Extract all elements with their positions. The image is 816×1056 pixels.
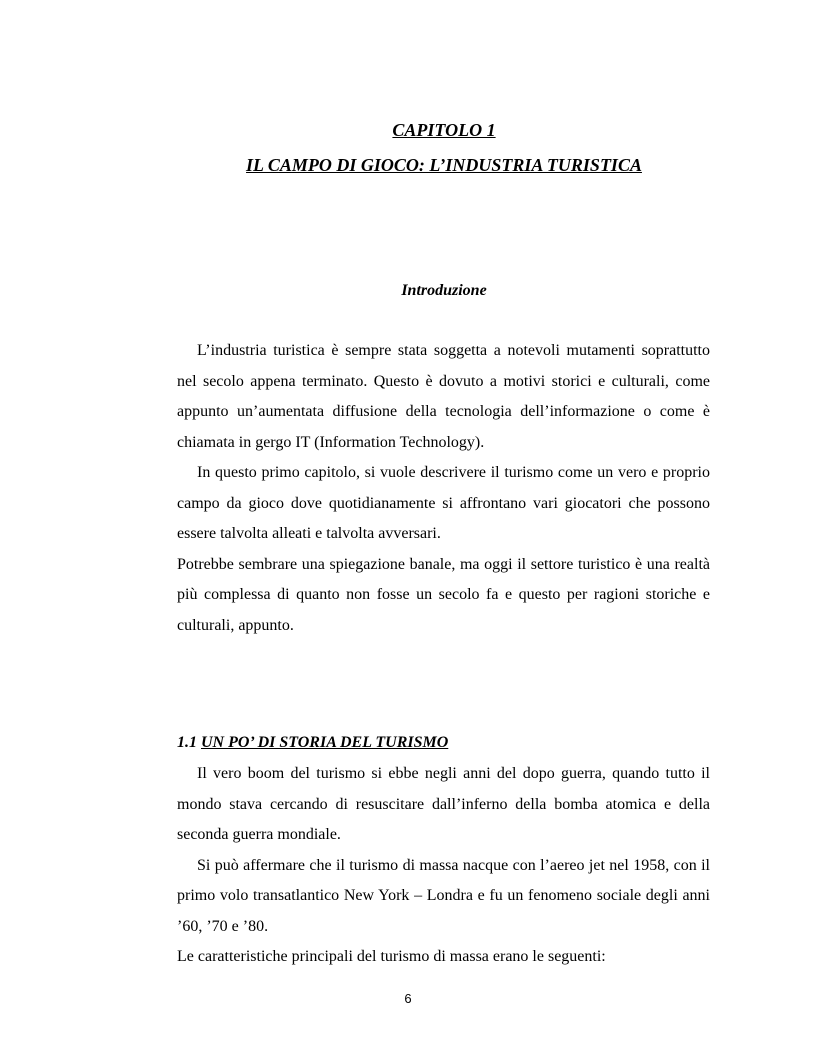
chapter-number: CAPITOLO 1: [392, 120, 496, 140]
section-title: UN PO’ DI STORIA DEL TURISMO: [201, 734, 449, 751]
section-paragraph: Il vero boom del turismo si ebbe negli anni del dopo guerra, quando tutto il mondo stava cercando di resuscitare dall’inferno della bomba atomica e della seconda guerra mondiale.: [177, 765, 710, 843]
section-paragraph: Le caratteristiche principali del turismo di massa erano le seguenti:: [177, 948, 606, 965]
section-paragraph: Si può affermare che il turismo di massa nacque con l’aereo jet nel 1958, con il primo volo transatlantico New York – Londra e fu un fenomeno sociale degli anni ’60, ’70 e ’80.: [177, 856, 710, 935]
page-number: 6: [404, 991, 412, 1006]
introduction-paragraph: In questo primo capitolo, si vuole descrivere il turismo come un vero e proprio campo da gioco dove quotidianamente si affrontano vari giocatori che possono essere talvolta alleati e talvolta avversari.: [177, 464, 710, 542]
section-number: 1.1: [177, 734, 197, 751]
introduction-paragraph: L’industria turistica è sempre stata soggetta a notevoli mutamenti soprattutto nel secolo appena terminato. Questo è dovuto a motivi storici e culturali, come appunto un’aumentata diffusione della tecnologia dell’informazione o come è chiamata in gergo IT (Information Technology).: [177, 342, 710, 451]
introduction-heading: Introduzione: [401, 282, 487, 299]
introduction-paragraph: Potrebbe sembrare una spiegazione banale, ma oggi il settore turistico è una realtà più complessa di quanto non fosse un secolo fa e questo per ragioni storiche e culturali, appunto.: [177, 555, 710, 634]
section-heading: [177, 734, 448, 752]
chapter-title: IL CAMPO DI GIOCO: L’INDUSTRIA TURISTICA: [246, 155, 642, 175]
section-body: [177, 759, 710, 973]
introduction-body: [177, 336, 710, 641]
